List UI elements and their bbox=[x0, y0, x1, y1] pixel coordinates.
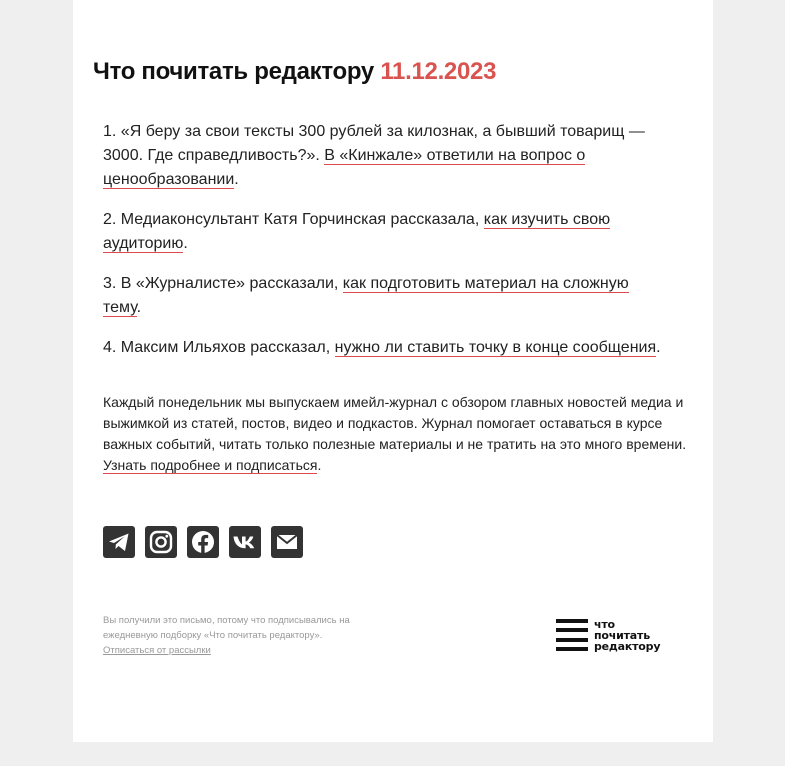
logo-line: редактору bbox=[594, 639, 661, 653]
item-tail: . bbox=[183, 235, 188, 252]
footer-text bbox=[103, 613, 393, 658]
issue-date: 11.12.2023 bbox=[380, 58, 497, 85]
facebook-icon[interactable] bbox=[187, 526, 219, 558]
instagram-icon[interactable] bbox=[145, 526, 177, 558]
list-item bbox=[103, 336, 663, 360]
item-text: В «Журналисте» рассказали, bbox=[120, 275, 339, 292]
logo-line: что bbox=[594, 617, 615, 631]
item-link[interactable]: как изучить свою аудиторию bbox=[103, 211, 611, 252]
item-number: 1. bbox=[103, 123, 117, 140]
item-tail: . bbox=[234, 171, 239, 188]
item-number: 3. bbox=[103, 275, 117, 292]
item-link[interactable]: как подготовить материал на сложную тему bbox=[103, 275, 629, 316]
item-link[interactable]: нужно ли ставить точку в конце сообщения bbox=[334, 339, 657, 356]
about-text bbox=[103, 392, 688, 476]
item-number: 4. bbox=[103, 339, 117, 356]
list-item bbox=[103, 208, 663, 256]
title-text: Что почитать редактору bbox=[93, 58, 374, 85]
item-text: Максим Ильяхов рассказал, bbox=[120, 339, 331, 356]
vk-icon[interactable] bbox=[229, 526, 261, 558]
social-links bbox=[103, 526, 303, 558]
logo-line: почитать bbox=[594, 628, 650, 642]
logo-mark bbox=[556, 619, 588, 651]
logo-wordmark bbox=[594, 619, 660, 652]
list-item bbox=[103, 272, 663, 320]
item-number: 2. bbox=[103, 211, 117, 228]
item-tail: . bbox=[136, 299, 142, 316]
about-tail: . bbox=[317, 457, 322, 473]
item-text: «Я беру за свои тексты 300 рублей за килознак, а бывший товарищ — 3000. Где справедливость?». bbox=[103, 123, 645, 164]
unsubscribe-link[interactable]: Отписаться от рассылки bbox=[103, 645, 211, 656]
email-icon[interactable] bbox=[271, 526, 303, 558]
list-item bbox=[103, 120, 663, 192]
item-tail: . bbox=[656, 339, 661, 356]
subscribe-link[interactable]: Узнать подробнее и подписаться bbox=[103, 457, 318, 473]
article-list bbox=[103, 120, 663, 376]
item-link[interactable]: В «Кинжале» ответили на вопрос о ценообразовании bbox=[103, 147, 586, 188]
item-text: Медиаконсультант Катя Горчинская рассказала, bbox=[120, 211, 480, 228]
email-card bbox=[73, 0, 713, 742]
footer-body: Вы получили это письмо, потому что подписывались на ежедневную подборку «Что почитать редактору». bbox=[103, 615, 350, 641]
about-body: Каждый понедельник мы выпускаем имейл-журнал с обзором главных новостей медиа и выжимкой из статей, постов, видео и подкастов. Журнал помогает оставаться в курсе важных событий, читать только полезные материалы и не тратить на это много времени. bbox=[103, 394, 687, 452]
page-title bbox=[93, 58, 496, 86]
brand-logo bbox=[556, 617, 686, 653]
telegram-icon[interactable] bbox=[103, 526, 135, 558]
